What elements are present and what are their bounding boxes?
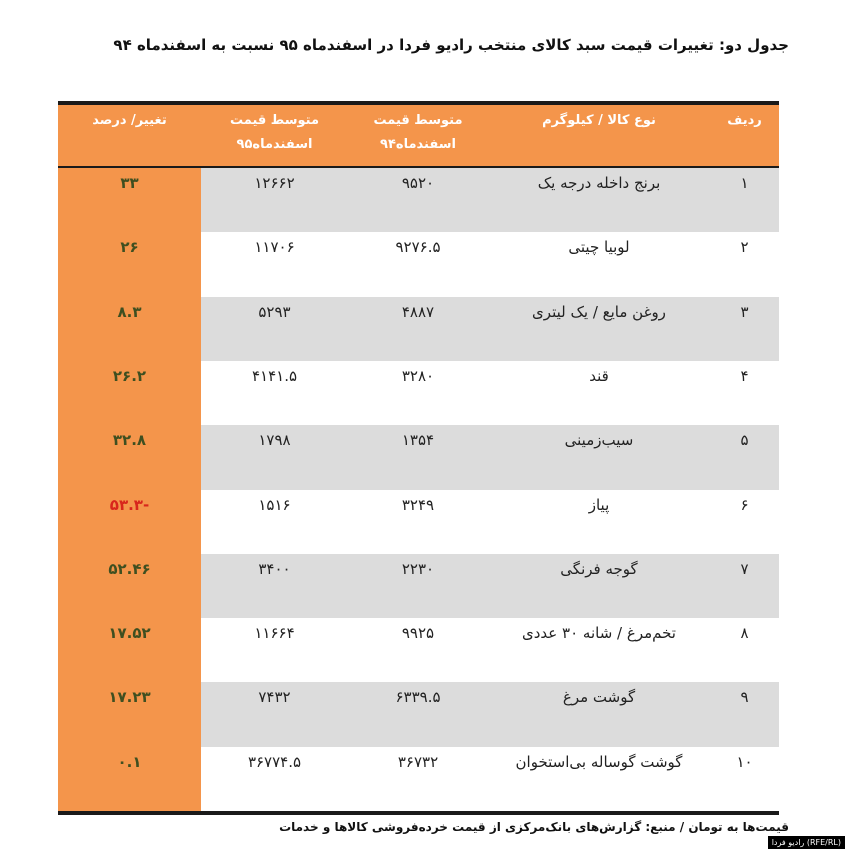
cell-item: روغن مایع / یک لیتری bbox=[532, 303, 666, 321]
credit-badge: رادیو فردا (RFE/RL) bbox=[768, 836, 845, 849]
cell-change: ۰.۱ bbox=[117, 753, 142, 771]
cell-avg95: ۱۲۶۶۲ bbox=[254, 174, 295, 192]
cell-row-no: ۱۰ bbox=[736, 753, 753, 771]
header-avg95-line2: اسفندماه۹۵ bbox=[236, 137, 313, 152]
cell-row-no: ۴ bbox=[740, 367, 749, 385]
cell-change: ۱۷.۵۲ bbox=[108, 624, 151, 642]
footnote: قیمت‌ها به تومان / منبع: گزارش‌های بانک‌مرکزی از قیمت خرده‌فروشی کالاها و خدمات bbox=[279, 820, 789, 834]
cell-avg94: ۹۲۷۶.۵ bbox=[395, 238, 441, 256]
cell-row-no: ۷ bbox=[740, 560, 749, 578]
bottom-rule bbox=[58, 811, 779, 815]
header-avg94-line2: اسفندماه۹۴ bbox=[380, 137, 456, 152]
cell-item: قند bbox=[589, 367, 609, 385]
cell-change: ۱۷.۲۳ bbox=[108, 688, 151, 706]
header-avg94 bbox=[348, 109, 488, 157]
cell-item: گوجه فرنگی bbox=[560, 560, 638, 578]
cell-avg95: ۱۱۷۰۶ bbox=[254, 238, 295, 256]
cell-avg94: ۶۳۳۹.۵ bbox=[395, 688, 441, 706]
cell-row-no: ۵ bbox=[740, 431, 749, 449]
cell-row-no: ۹ bbox=[740, 688, 749, 706]
cell-item: تخم‌مرغ / شانه ۳۰ عددی bbox=[522, 624, 676, 642]
cell-avg95: ۵۲۹۳ bbox=[258, 303, 291, 321]
cell-item: سیب‌زمینی bbox=[564, 431, 634, 449]
cell-item: پیاز bbox=[588, 496, 610, 514]
cell-change: ۳۳ bbox=[120, 174, 139, 192]
cell-avg94: ۳۲۸۰ bbox=[401, 367, 435, 385]
header-row-no: ردیف bbox=[727, 113, 762, 128]
cell-avg94: ۴۸۸۷ bbox=[401, 303, 435, 321]
cell-row-no: ۳ bbox=[740, 303, 749, 321]
cell-change: ۲۶.۲ bbox=[112, 367, 147, 385]
cell-row-no: ۸ bbox=[740, 624, 749, 642]
cell-row-no: ۱ bbox=[740, 174, 749, 192]
cell-avg95: ۱۱۶۶۴ bbox=[254, 624, 295, 642]
cell-avg94: ۱۳۵۴ bbox=[401, 431, 435, 449]
header-avg94-line1: متوسط قیمت bbox=[373, 113, 463, 128]
cell-avg95: ۴۱۴۱.۵ bbox=[251, 367, 298, 385]
table-header bbox=[58, 105, 779, 166]
cell-row-no: ۲ bbox=[740, 238, 749, 256]
cell-change: ۳۲.۸ bbox=[112, 431, 147, 449]
cell-avg94: ۹۹۲۵ bbox=[401, 624, 435, 642]
table-title: جدول دو: تغییرات قیمت سبد کالای منتخب رادیو فردا در اسفندماه ۹۵ نسبت به اسفندماه ۹۴ bbox=[113, 36, 789, 54]
cell-change: ۵۲.۴۶ bbox=[108, 560, 151, 578]
cell-avg95: ۷۴۳۲ bbox=[258, 688, 291, 706]
cell-item: لوبیا چیتی bbox=[568, 238, 630, 256]
cell-avg95: ۳۶۷۷۴.۵ bbox=[247, 753, 302, 771]
cell-item: برنج داخله درجه یک bbox=[537, 174, 661, 192]
cell-avg95: ۳۴۰۰ bbox=[258, 560, 291, 578]
cell-item: گوشت مرغ bbox=[562, 688, 636, 706]
change-column-band bbox=[58, 168, 201, 811]
cell-change: ۲۶ bbox=[120, 238, 139, 256]
header-avg95-line1: متوسط قیمت bbox=[229, 113, 320, 128]
cell-change: ۸.۳ bbox=[117, 303, 142, 321]
cell-change: -۵۳.۳ bbox=[109, 496, 150, 514]
cell-avg95: ۱۵۱۶ bbox=[258, 496, 291, 514]
cell-avg95: ۱۷۹۸ bbox=[258, 431, 291, 449]
header-avg95 bbox=[201, 109, 348, 157]
cell-avg94: ۳۲۴۹ bbox=[401, 496, 435, 514]
header-item: نوع کالا / کیلوگرم bbox=[542, 113, 656, 128]
header-change: تغییر/ درصد bbox=[92, 113, 167, 128]
cell-avg94: ۹۵۲۰ bbox=[401, 174, 435, 192]
cell-row-no: ۶ bbox=[740, 496, 749, 514]
cell-item: گوشت گوساله بی‌استخوان bbox=[515, 753, 683, 771]
cell-avg94: ۳۶۷۳۲ bbox=[397, 753, 439, 771]
cell-avg94: ۲۲۳۰ bbox=[401, 560, 435, 578]
